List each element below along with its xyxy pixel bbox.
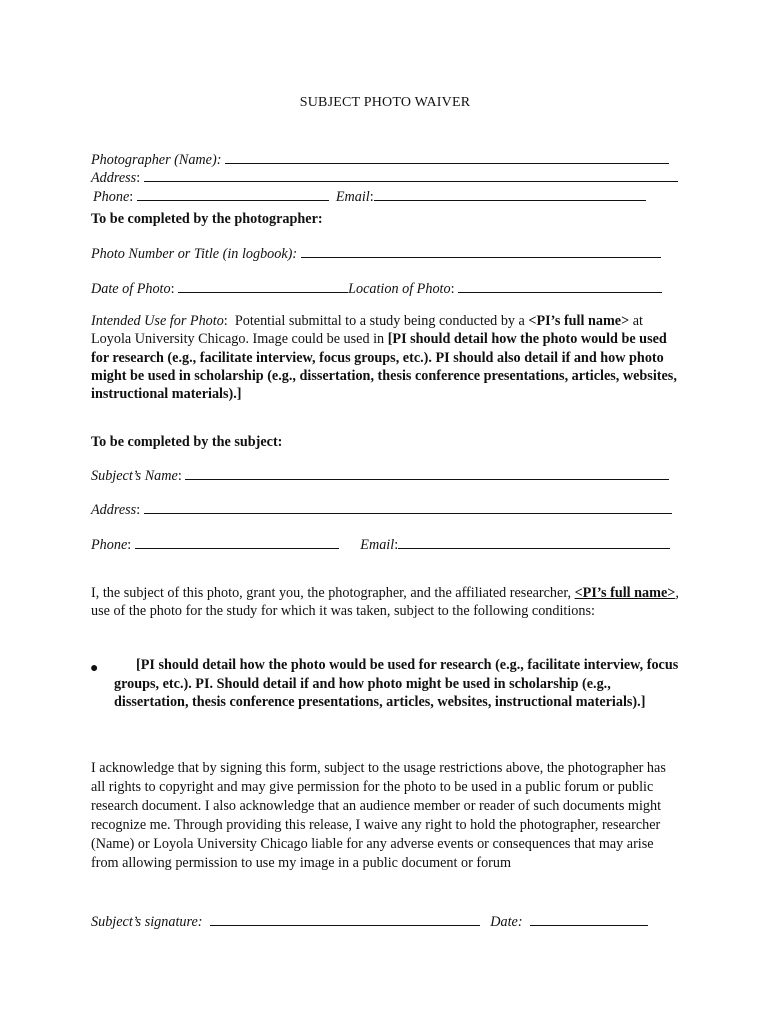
subject-email-field[interactable] [398,535,670,549]
grant-paragraph [91,584,683,621]
signature-label: Subject’s signature: [91,914,203,930]
photographer-email-label: Email [335,189,370,205]
photographer-section-heading: To be completed by the photographer: [91,211,323,227]
intended-use-pi-name: <PI’s full name> [528,313,630,329]
subject-address-label: Address [91,502,137,518]
acknowledgement-paragraph: I acknowledge that by signing this form, subject to the usage restrictions above, the photographer has all rights to copyright and may give permission for the photo to be used in a public forum or public research document. I also acknowledge that an audience member or reader of such documents might recognize me. Through providing this release, I waive any right to hold the photographer, researcher (Name) or Loyola University Chicago liable for any adverse events or consequences that may arise from allowing permission to use my image in a public document or forum [91,760,666,871]
subject-address-row: Address: [91,500,683,519]
photographer-name-row [91,150,683,169]
subject-address-field[interactable] [144,500,672,514]
subject-name-row: Subject’s Name: [91,466,683,485]
photographer-address-field[interactable] [144,168,678,182]
subject-name-field[interactable] [185,466,669,480]
document-title: SUBJECT PHOTO WAIVER [299,95,471,110]
subject-section-heading: To be completed by the subject: [91,434,283,450]
subject-contact-row: Phone: Email: [91,535,683,554]
subject-phone-field[interactable] [135,535,339,549]
signature-field[interactable] [210,912,480,926]
photo-location-field[interactable] [458,279,662,293]
photographer-name-field[interactable] [225,150,669,164]
intended-use-label: Intended Use for Photo [91,313,224,329]
subject-email-label: Email [360,537,395,553]
grant-text-2: , use of the photo for the study for which it was taken, subject to the following conditions: [91,585,679,620]
usage-condition-bullet: [PI should detail how the photo would be used for research (e.g., facilitate interview, focus groups, etc.). PI. Should detail if and how photo might be used in scholarship (e.g., dissertation, thesis conference presentations, articles, websites, instructional materials).] [114,657,679,711]
bullet-icon: ● [90,661,99,676]
photo-date-label: Date of Photo [91,281,171,297]
grant-text-1: I, the subject of this photo, grant you, the photographer, and the affiliated researcher, [91,585,575,601]
signature-date-field[interactable] [530,912,648,926]
grant-pi-name: <PI’s full name> [574,585,676,601]
photographer-phone-label: Phone [93,189,130,205]
intended-use-text-1: Potential submittal to a study being conducted by a [234,313,529,329]
photo-number-label: Photo Number or Title (in logbook): [91,246,298,262]
photographer-phone-field[interactable] [137,187,329,201]
signature-row [91,912,683,931]
photographer-name-label: Photographer (Name): [91,152,222,168]
photo-number-field[interactable] [301,244,661,258]
signature-date-label: Date: [490,914,523,930]
subject-name-label: Subject’s Name [91,468,178,484]
photo-number-row [91,244,683,263]
photographer-address-label: Address [91,170,137,186]
photo-date-location-row: Date of Photo: Location of Photo: [91,279,683,298]
intended-use-detail: [PI should detail how the photo would be used for research (e.g., facilitate interview, focus groups, etc.). PI should also detail if and how photo might be used in scholarship (e.g., dissertation, thesis conference presentations, articles, websites, instructional materials).] [91,331,677,403]
intended-use-paragraph: Intended Use for Photo: Potential submittal to a study being conducted by a <PI’s full name> at Loyola University Chicago. Image could be used in [PI should detail how the photo would be used for research (e.g., facilitate interview, focus groups, etc.). PI should also detail if and how photo might be used in scholarship (e.g., dissertation, thesis conference presentations, articles, websites, instructional materials).] [91,313,677,403]
photographer-email-field[interactable] [374,187,646,201]
photographer-address-row: Address: [91,168,683,187]
intended-use-text-2: at Loyola University Chicago. Image could be used in [91,313,643,348]
photo-location-label: Location of Photo [348,281,451,297]
photo-date-field[interactable] [178,279,348,293]
subject-phone-label: Phone [91,537,128,553]
photographer-contact-row: Phone: Email: [93,187,685,206]
